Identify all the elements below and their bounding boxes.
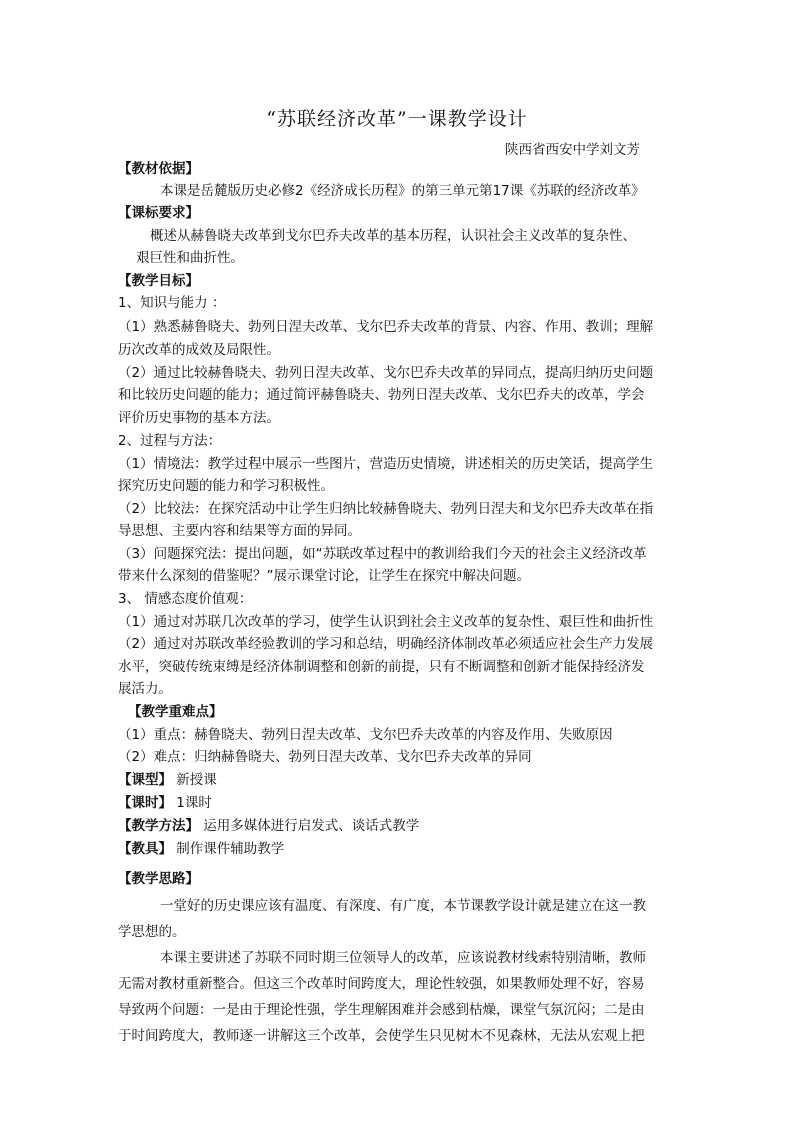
goal-line: （3）问题探究法：提出问题，如“苏联改革过程中的教训给我们今天的社会主义经济改革 [118, 546, 647, 562]
goals-heading: 【教学目标】 [118, 273, 199, 289]
teaching-tools-value: 制作课件辅助教学 [176, 841, 285, 857]
standard-text-line: 艰巨性和曲折性。 [136, 250, 244, 266]
class-hours-row [118, 792, 212, 814]
teaching-idea-heading: 【教学思路】 [118, 871, 199, 887]
goal-line: （2）通过对苏联改革经验教训的学习和总结，明确经济体制改革必须适应社会生产力发展 [118, 636, 654, 652]
teaching-tools-heading: 【教具】 [118, 841, 172, 857]
class-type-heading: 【课型】 [118, 772, 172, 788]
idea-paragraph-line: 一堂好的历史课应该有温度、有深度、有广度，本节课教学设计就是建立在这一教 [160, 898, 646, 914]
key-points-heading: 【教学重难点】 [128, 704, 223, 720]
standard-text-line: 概述从赫鲁晓夫改革到戈尔巴乔夫改革的基本历程，认识社会主义改革的复杂性、 [150, 228, 636, 244]
idea-paragraph-line: 于时间跨度大，教师逐一讲解这三个改革，会使学生只见树木不见森林，无法从宏观上把 [118, 1028, 645, 1044]
goal-line: （2）比较法：在探究活动中让学生归纳比较赫鲁晓夫、勃列日涅夫和戈尔巴乔夫改革在指 [118, 501, 654, 517]
goal-line: 水平，突破传统束缚是经济体制调整和创新的前提，只有不断调整和创新才能保持经济发 [118, 659, 645, 675]
goal-line: 展活力。 [118, 681, 172, 697]
goal-line: （1）熟悉赫鲁晓夫、勃列日涅夫改革、戈尔巴乔夫改革的背景、内容、作用、教训；理解 [118, 319, 654, 335]
key-point-line: （2）难点：归纳赫鲁晓夫、勃列日涅夫改革、戈尔巴乔夫改革的异同 [118, 749, 532, 765]
teaching-method-heading: 【教学方法】 [118, 818, 199, 834]
idea-paragraph-line: 本课主要讲述了苏联不同时期三位领导人的改革，应该说教材线索特别清晰，教师 [160, 950, 646, 966]
materials-heading: 【教材依据】 [118, 161, 199, 177]
class-type-row [118, 769, 217, 791]
goal-line: 探究历史问题的能力和学习积极性。 [118, 478, 334, 494]
document-author: 陕西省西安中学刘文芳 [505, 142, 640, 158]
document-title: “苏联经济改革”一课教学设计 [266, 108, 528, 130]
goal-emotion-heading: 3、 情感态度价值观： [118, 591, 253, 607]
key-point-line: （1）重点：赫鲁晓夫、勃列日涅夫改革、戈尔巴乔夫改革的内容及作用、失败原因 [118, 727, 613, 743]
teaching-method-value: 运用多媒体进行启发式、谈话式教学 [203, 818, 420, 834]
class-hours-value: 1课时 [176, 795, 212, 811]
class-hours-heading: 【课时】 [118, 795, 172, 811]
teaching-method-row [118, 815, 419, 837]
class-type-value: 新授课 [176, 772, 217, 788]
goal-line: 评价历史事物的基本方法。 [118, 410, 280, 426]
idea-paragraph-line: 无需对教材重新整合。但这三个改革时间跨度大，理论性较强，如果教师处理不好，容易 [118, 976, 645, 992]
goal-line: 导思想、主要内容和结果等方面的异同。 [118, 523, 361, 539]
idea-paragraph-line: 导致两个问题：一是由于理论性强，学生理解困难并会感到枯燥，课堂气氛沉闷；二是由 [118, 1002, 645, 1018]
teaching-tools-row [118, 838, 284, 860]
goal-knowledge-heading: 1、知识与能力 ： [118, 295, 226, 311]
goal-line: （2）通过比较赫鲁晓夫、勃列日涅夫改革、戈尔巴乔夫改革的异同点，提高归纳历史问题 [118, 365, 654, 381]
goal-line: （1）情境法：教学过程中展示一些图片，营造历史情境，讲述相关的历史笑话，提高学生 [118, 456, 654, 472]
goal-line: 历次改革的成效及局限性。 [118, 342, 280, 358]
standard-heading: 【课标要求】 [118, 205, 199, 221]
goal-line: 带来什么深刻的借鉴呢？”展示课堂讨论，让学生在探究中解决问题。 [118, 568, 530, 584]
materials-text: 本课是岳麓版历史必修2《经济成长历程》的第三单元第17课《苏联的经济改革》 [160, 183, 645, 199]
idea-paragraph-line: 学思想的。 [118, 924, 186, 940]
goal-process-heading: 2、过程与方法： [118, 433, 222, 449]
goal-line: （1）通过对苏联几次改革的学习，使学生认识到社会主义改革的复杂性、艰巨性和曲折性 [118, 614, 654, 630]
goal-line: 和比较历史问题的能力；通过简评赫鲁晓夫、勃列日涅夫改革、戈尔巴乔夫的改革，学会 [118, 387, 645, 403]
